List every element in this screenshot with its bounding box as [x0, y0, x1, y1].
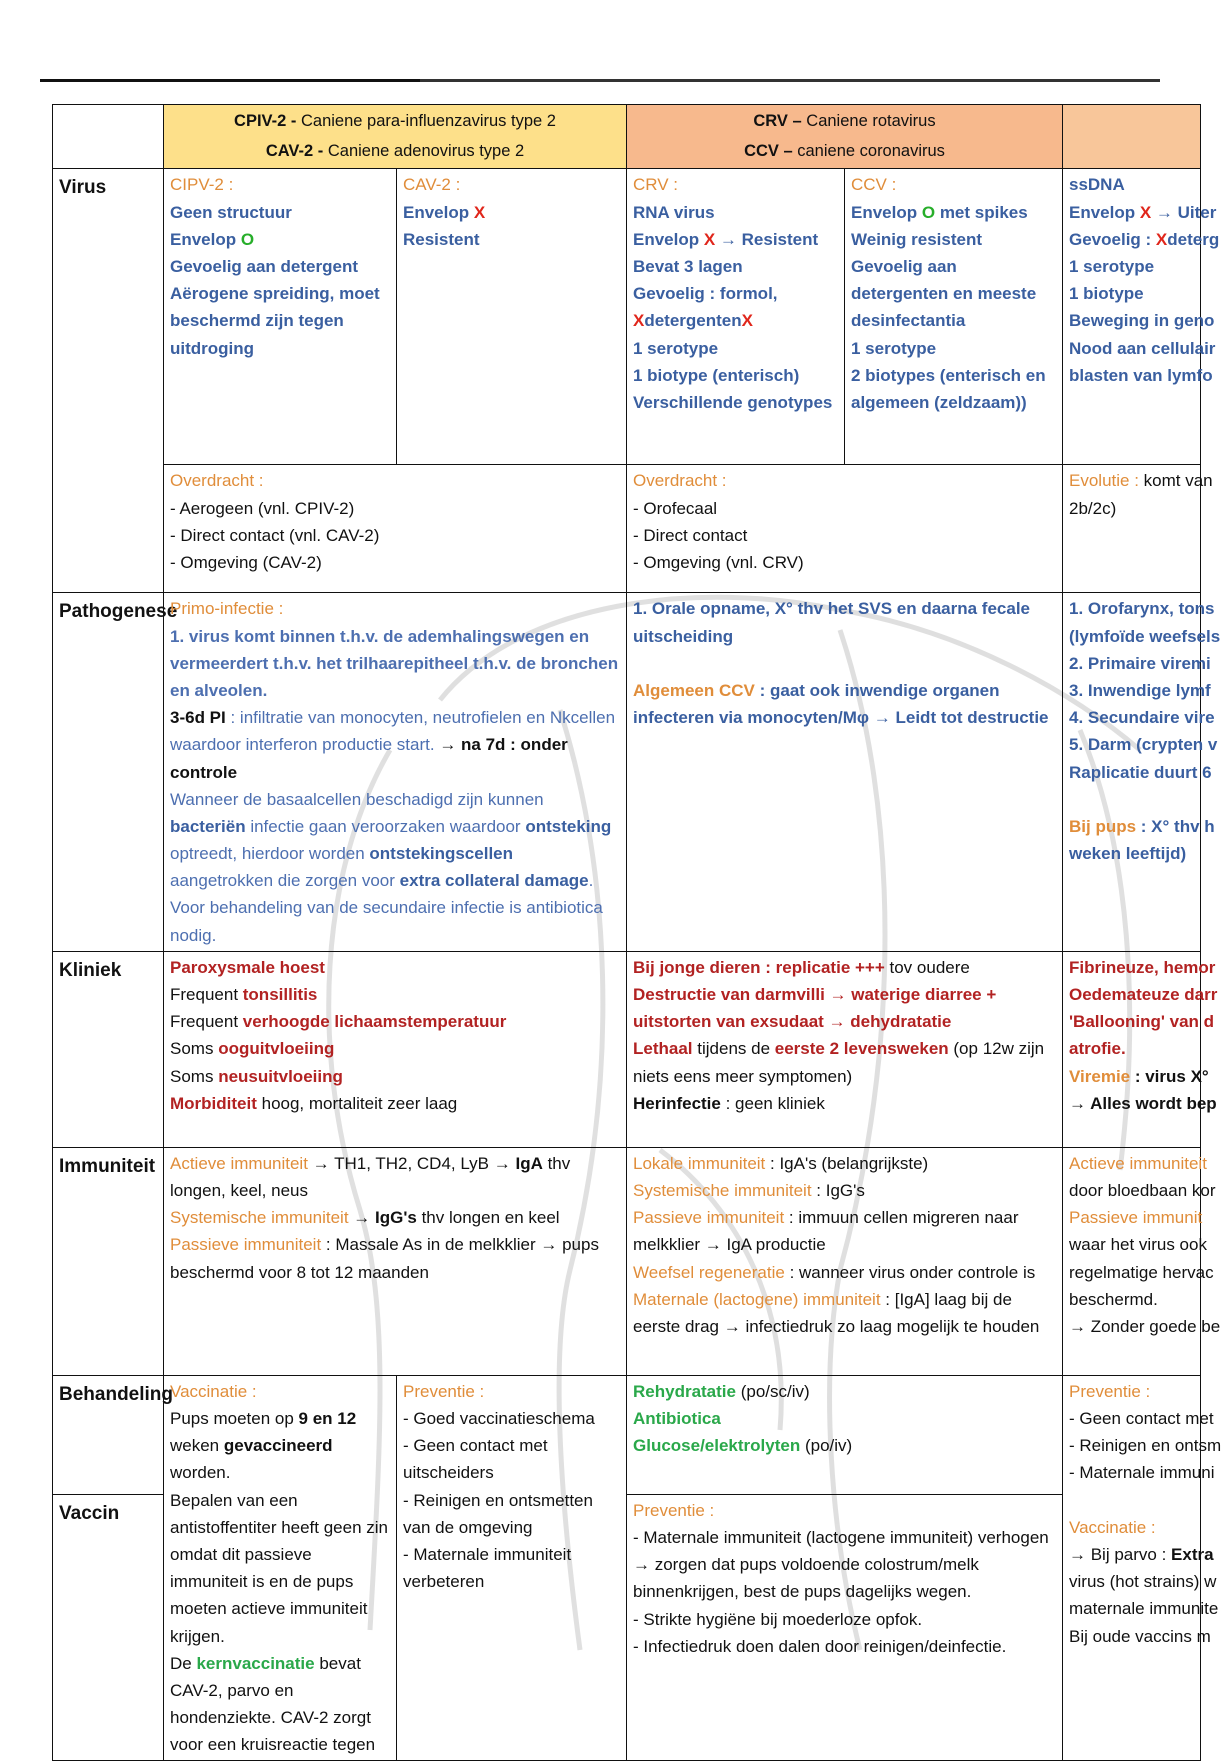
header-row	[53, 105, 1201, 169]
row-label-immuniteit: Immuniteit	[53, 1147, 164, 1375]
top-rule	[40, 79, 1160, 82]
virus-crv-cell: CRV : RNA virus Envelop X → Resistent Bevat 3 lagen Gevoelig : formol, XdetergentenX 1 serotype 1 biotype (enterisch) Verschillende genotypes	[627, 169, 845, 465]
overdracht-row	[53, 465, 1201, 593]
kliniek-b-cell: Bij jonge dieren : replicatie +++ tov oudere Destructie van darmvilli → waterige diarree + uitstorten van exsudaat → dehydratatie Lethaal tijdens de eerste 2 levensweken (op 12w zijn niets eens meer symptomen) Herinfectie : geen kliniek	[627, 951, 1063, 1147]
row-label-vaccin: Vaccin	[53, 1494, 164, 1761]
kliniek-a-cell: Paroxysmale hoest Frequent tonsillitis Frequent verhoogde lichaamstemperatuur Soms ooguitvloeiing Soms neusuitvloeiing Morbiditeit hoog, mortaliteit zeer laag	[164, 951, 627, 1147]
kliniek-c-cell: Fibrineuze, hemor Oedemateuze darr 'Ballooning' van d atrofie. Viremie : virus X° → Alles wordt bep	[1063, 951, 1201, 1147]
immuniteit-a-cell: Actieve immuniteit → TH1, TH2, CD4, LyB → IgA thv longen, keel, neus Systemische immuniteit → IgG's thv longen en keel Passieve immuniteit : Massale As in de melkklier → pups beschermd voor 8 tot 12 maanden	[164, 1147, 627, 1375]
row-label-kliniek: Kliniek	[53, 951, 164, 1147]
pathogenese-row	[53, 593, 1201, 951]
virus-ccv-cell: CCV : Envelop O met spikes Weinig resistent Gevoelig aan detergenten en meeste desinfectantia 1 serotype 2 biotypes (enterisch en algemeen (zeldzaam))	[845, 169, 1063, 465]
immuniteit-b-cell: Lokale immuniteit : IgA's (belangrijkste) Systemische immuniteit : IgG's Passieve immuniteit : immuun cellen migreren naar melkklier → IgA productie Weefsel regeneratie : wanneer virus onder controle is Maternale (lactogene) immuniteit : [IgA] laag bij de eerste drag → infectiedruk zo laag mogelijk te houden	[627, 1147, 1063, 1375]
behandeling-c-cell: Preventie : - Geen contact met - Reinigen en ontsm - Maternale immuni Vaccinatie : → Bij parvo : Extra virus (hot strains) w maternale immunite Bij oude vaccins m	[1063, 1375, 1201, 1761]
header-crv-ccv: CRV – Caniene rotavirus CCV – caniene coronavirus	[627, 105, 1063, 169]
virus-row	[53, 169, 1201, 465]
pathogenese-a-cell: Primo-infectie : 1. virus komt binnen t.h.v. de ademhalingswegen en vermeerdert t.h.v. het trilhaarepitheel t.h.v. de bronchen en alveolen. 3-6d PI : infiltratie van monocyten, neutrofielen en Nkcellen waardoor interferon productie start. → na 7d : onder controle Wanneer de basaalcellen beschadigd zijn kunnen bacteriën infectie gaan veroorzaken waardoor ontsteking optreedt, hierdoor worden ontstekingscellen aangetrokken die zorgen voor extra collateral damage. Voor behandeling van de secundaire infectie is antibiotica nodig.	[164, 593, 627, 951]
immuniteit-c-cell: Actieve immuniteit door bloedbaan kor Passieve immunit waar het virus ook regelmatige hervac beschermd. → Zonder goede be	[1063, 1147, 1201, 1375]
comparison-table	[52, 104, 1221, 1761]
overdracht-a-cell: Overdracht : - Aerogeen (vnl. CPIV-2) - Direct contact (vnl. CAV-2) - Omgeving (CAV-2)	[164, 465, 627, 593]
pathogenese-b-cell: 1. Orale opname, X° thv het SVS en daarna fecale uitscheiding Algemeen CCV : gaat ook inwendige organen infecteren via monocyten/Mφ → Leidt tot destructie	[627, 593, 1063, 951]
behandeling-row	[53, 1375, 1201, 1494]
pathogenese-c-cell: 1. Orofarynx, tons (lymfoïde weefsels 2. Primaire viremi 3. Inwendige lymf 4. Secundaire vire 5. Darm (crypten v Raplicatie duurt 6 Bij pups : X° thv h weken leeftijd)	[1063, 593, 1201, 951]
row-label-pathogenese: Pathogenese	[53, 593, 164, 951]
overdracht-c-cell: Evolutie : komt van 2b/2c)	[1063, 465, 1201, 593]
preventie-a-cell: Preventie : - Goed vaccinatieschema - Geen contact met uitscheiders - Reinigen en ontsmetten van de omgeving - Maternale immuniteit verbeteren	[397, 1375, 627, 1761]
behandeling-b-cell: Rehydratatie (po/sc/iv) Antibiotica Glucose/elektrolyten (po/iv)	[627, 1375, 1063, 1494]
row-label-virus: Virus	[53, 169, 164, 593]
virus-cipv-cell: CIPV-2 : Geen structuur Envelop O Gevoelig aan detergent Aërogene spreiding, moet beschermd zijn tegen uitdroging	[164, 169, 397, 465]
preventie-b-cell: Preventie : - Maternale immuniteit (lactogene immuniteit) verhogen → zorgen dat pups voldoende colostrum/melk binnenkrijgen, best de pups dagelijks wegen. - Strikte hygiëne bij moederloze opfok. - Infectiedruk doen dalen door reinigen/deinfectie.	[627, 1494, 1063, 1761]
vaccinatie-cell: Vaccinatie : Pups moeten op 9 en 12 weken gevaccineerd worden. Bepalen van een antistoffentiter heeft geen zin omdat dit passieve immuniteit is en de pups moeten actieve immuniteit krijgen. De kernvaccinatie bevat CAV-2, parvo en hondenziekte. CAV-2 zorgt voor een kruisreactie tegen	[164, 1375, 397, 1761]
header-third	[1063, 105, 1201, 169]
virus-third-cell: ssDNA Envelop X → Uiter Gevoelig : Xdeterg 1 serotype 1 biotype Beweging in geno Nood aan cellulair blasten van lymfo	[1063, 169, 1201, 465]
row-label-behandeling: Behandeling	[53, 1375, 164, 1494]
header-cpiv-cav: CPIV-2 - Caniene para-influenzavirus type 2 CAV-2 - Caniene adenovirus type 2	[164, 105, 627, 169]
corner-cell	[53, 105, 164, 169]
kliniek-row	[53, 951, 1201, 1147]
overdracht-b-cell: Overdracht : - Orofecaal - Direct contact - Omgeving (vnl. CRV)	[627, 465, 1063, 593]
virus-cav-cell: CAV-2 : Envelop X Resistent	[397, 169, 627, 465]
immuniteit-row	[53, 1147, 1201, 1375]
